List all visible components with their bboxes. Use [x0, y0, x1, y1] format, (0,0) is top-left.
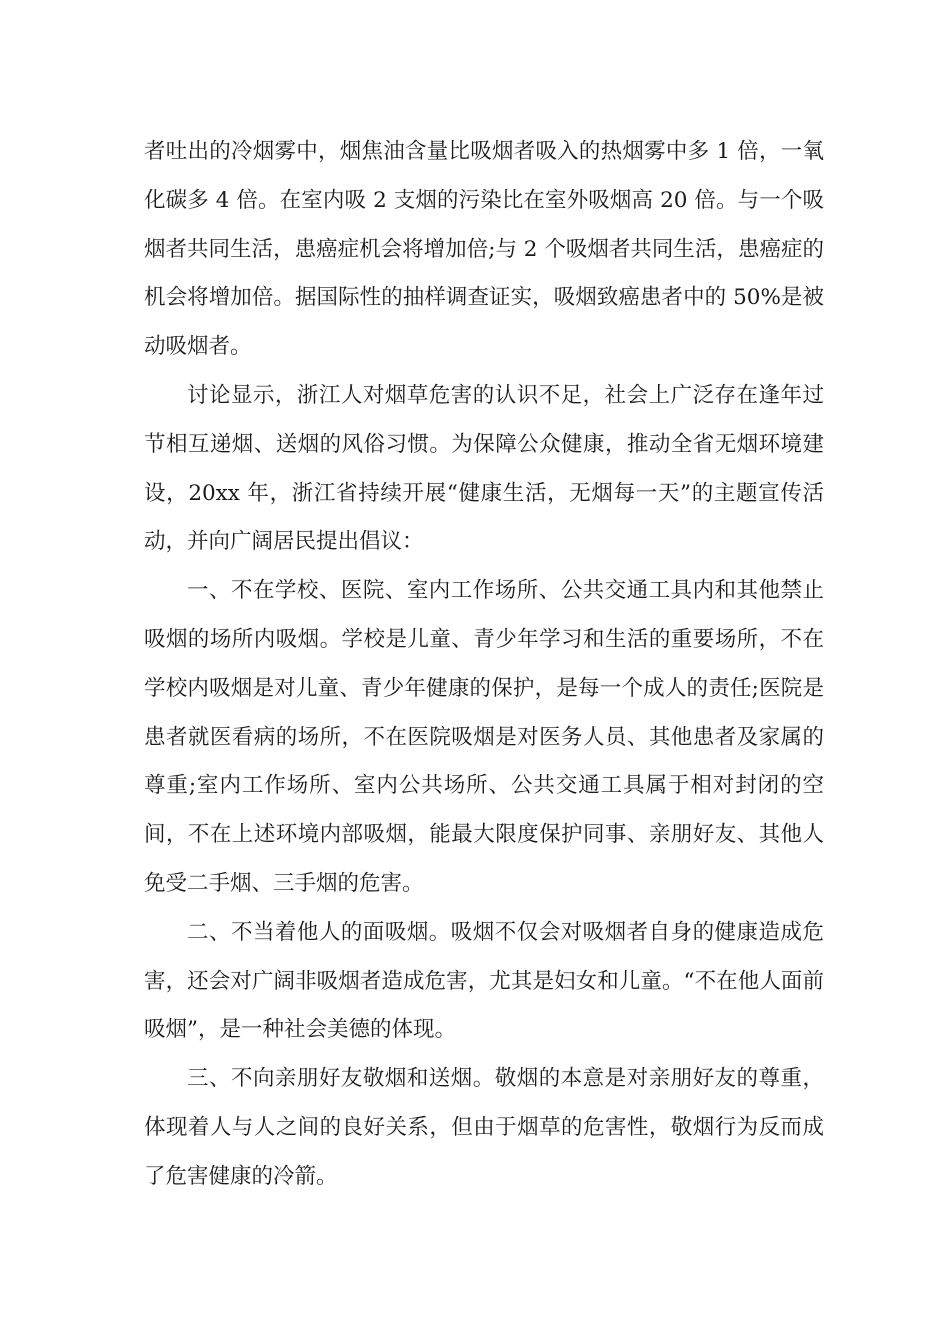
paragraph-survey-initiative: 讨论显示，浙江人对烟草危害的认识不足，社会上广泛存在逢年过节相互递烟、送烟的风俗习惯。为保障公众健康，推动全省无烟环境建设，20xx 年，浙江省持续开展“健康生活，无烟每一天”的主题宣传活动，并向广阔居民提出倡议：	[144, 382, 824, 555]
paragraph-passive-smoking: 者吐出的冷烟雾中，烟焦油含量比吸烟者吸入的热烟雾中多 1 倍，一氧化碳多 4 倍。在室内吸 2 支烟的污染比在室外吸烟高 20 倍。与一个吸烟者共同生活，患癌症机会将增加倍;与 2 个吸烟者共同生活，患癌症的机会将增加倍。据国际性的抽样调查证实，吸烟致癌患者中的 50%是被动吸烟者。	[144, 139, 824, 360]
document-body	[144, 128, 824, 1202]
paragraph-proposal-one: 一、不在学校、医院、室内工作场所、公共交通工具内和其他禁止吸烟的场所内吸烟。学校是儿童、青少年学习和生活的重要场所，不在学校内吸烟是对儿童、青少年健康的保护，是每一个成人的责任;医院是患者就医看病的场所，不在医院吸烟是对医务人员、其他患者及家属的尊重;室内工作场所、室内公共场所、公共交通工具属于相对封闭的空间，不在上述环境内部吸烟，能最大限度保护同事、亲朋好友、其他人免受二手烟、三手烟的危害。	[144, 578, 824, 896]
paragraph-proposal-two: 二、不当着他人的面吸烟。吸烟不仅会对吸烟者自身的健康造成危害，还会对广阔非吸烟者造成危害，尤其是妇女和儿童。“不在他人面前吸烟”，是一种社会美德的体现。	[144, 919, 824, 1043]
paragraph-proposal-three: 三、不向亲朋好友敬烟和送烟。敬烟的本意是对亲朋好友的尊重，体现着人与人之间的良好关系，但由于烟草的危害性，敬烟行为反而成了危害健康的冷箭。	[144, 1066, 824, 1189]
